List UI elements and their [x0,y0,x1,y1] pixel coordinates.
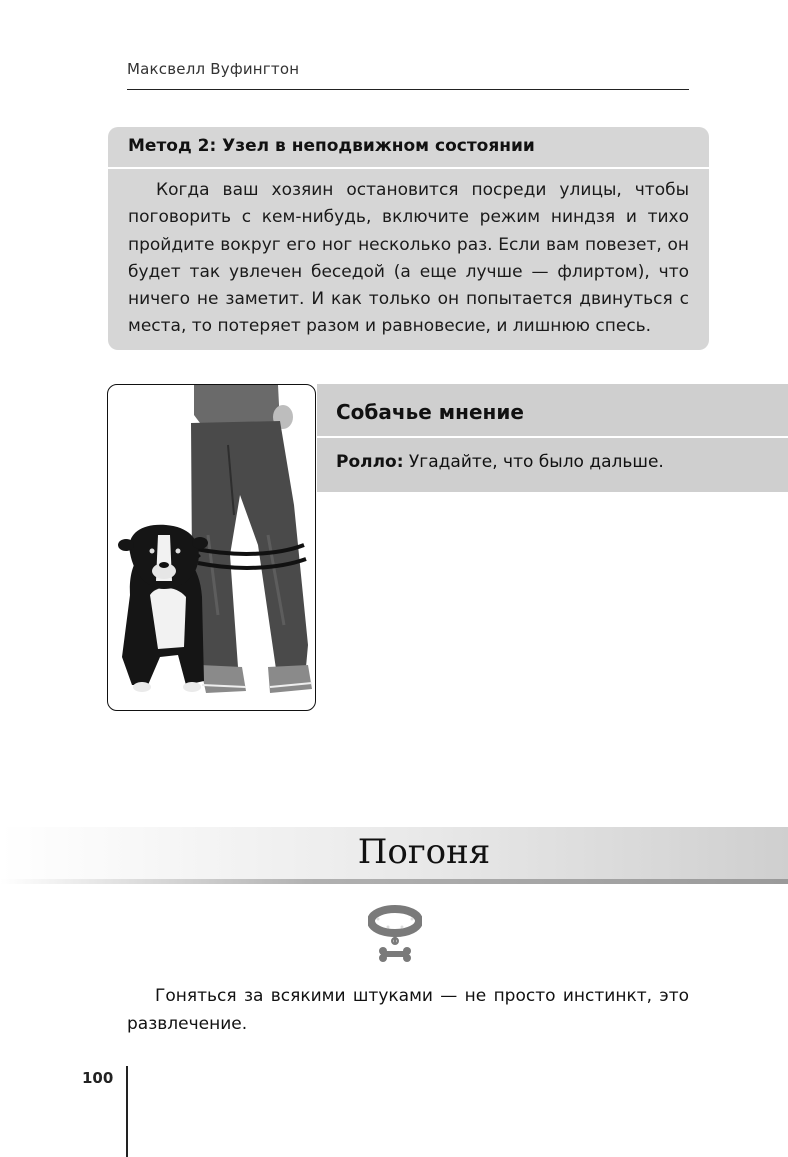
dog-opinion-text: Угадайте, что было дальше. [403,452,664,472]
chapter-rule [0,879,788,884]
dog-opinion-box [317,384,788,492]
dog-opinion-title: Собачье мнение [317,384,788,438]
method-body: Когда ваш хозяин остановится посреди улицы, чтобы поговорить с кем-нибудь, включите режим ниндзя и тихо пройдите вокруг его ног несколько раз. Если вам повезет, он будет так увлечен беседой (а еще лучше — флиртом), что ничего не заметит. И как только он попытается двинуться с места, то потеряет разом и равновесие, и лишнюю спесь. [128,180,689,337]
chapter-title: Погоня [357,832,491,872]
body-paragraph: Гоняться за всякими штуками — не просто инстинкт, это развлечение. [127,986,689,1034]
method-title: Метод 2: Узел в неподвижном состоянии [108,127,709,169]
page-number-rule [126,1066,128,1157]
dog-leash-legs-photo [107,384,316,711]
dog-collar-bone-icon [368,905,422,971]
dog-opinion-body [317,438,788,472]
method-box [108,127,709,350]
header-rule [127,89,689,90]
speaker-name: Ролло: [336,452,404,472]
page-number: 100 [82,1069,114,1087]
running-head: Максвелл Вуфингтон [127,60,300,78]
